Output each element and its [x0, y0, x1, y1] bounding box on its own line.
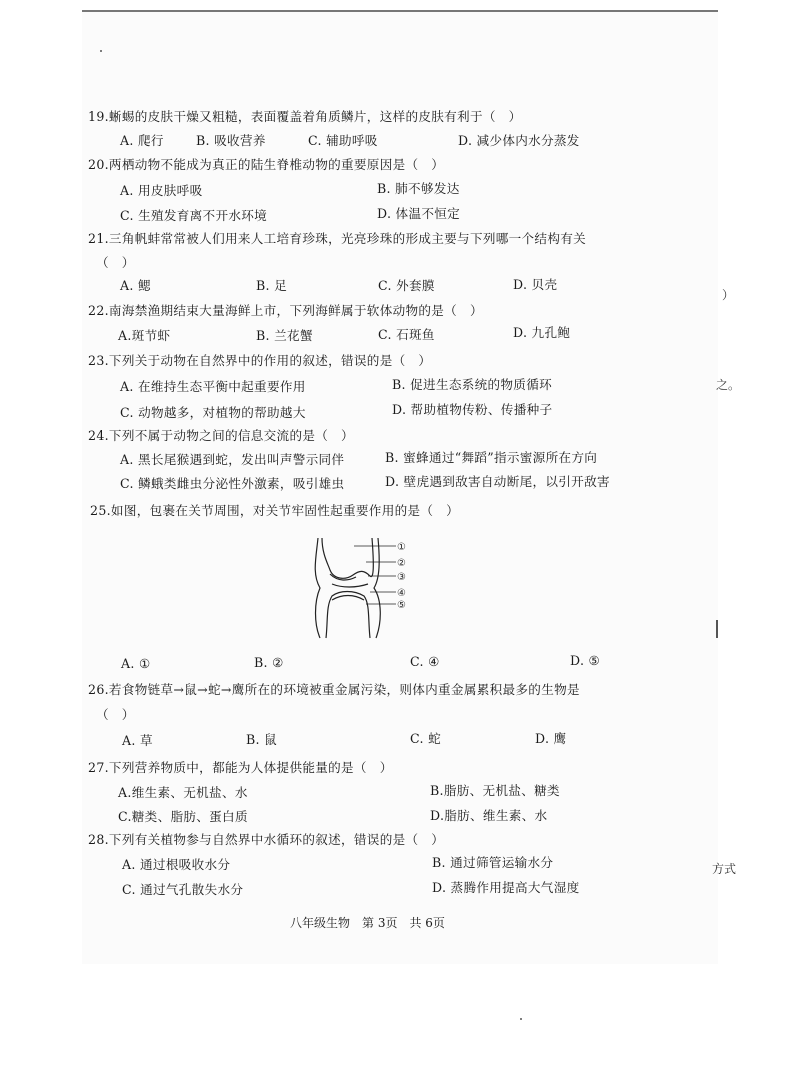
q26-option-c: C. 蛇: [410, 731, 441, 746]
edge-mark: 方式: [712, 862, 737, 876]
q22-option-c: C. 石斑鱼: [378, 327, 435, 342]
q27-option-b: B.脂肪、无机盐、糖类: [430, 783, 560, 798]
q28-option-b: B. 通过筛管运输水分: [432, 855, 554, 870]
q21-option-b: B. 足: [256, 278, 288, 293]
diagram-label-5: ⑤: [397, 600, 406, 611]
question-23-stem: 23.下列关于动物在自然界中的作用的叙述，错误的是（ ）: [88, 353, 432, 368]
question-24-stem: 24.下列不属于动物之间的信息交流的是（ ）: [88, 428, 354, 443]
q20-option-d: D. 体温不恒定: [377, 206, 461, 221]
q26-option-a: A. 草: [122, 733, 153, 748]
q22-option-d: D. 九孔鲍: [513, 325, 571, 340]
q24-option-b: B. 蜜蜂通过“舞蹈”指示蜜源所在方向: [385, 450, 598, 465]
q19-option-c: C. 辅助呼吸: [308, 133, 378, 148]
question-21-stem: 21.三角帆蚌常常被人们用来人工培育珍珠，光亮珍珠的形成主要与下列哪一个结构有关: [88, 231, 586, 246]
q20-option-c: C. 生殖发育离不开水环境: [120, 208, 268, 223]
q21-option-a: A. 鳃: [120, 278, 151, 293]
question-27-stem: 27.下列营养物质中，都能为人体提供能量的是（ ）: [88, 760, 393, 775]
q19-option-d: D. 减少体内水分蒸发: [458, 133, 580, 148]
question-26-paren: （ ）: [96, 707, 135, 722]
diagram-label-4: ④: [397, 588, 406, 599]
q27-option-c: C.糖类、脂肪、蛋白质: [118, 809, 248, 824]
q23-option-d: D. 帮助植物传粉、传播种子: [392, 402, 553, 417]
page-footer: 八年级生物 第 3页 共 6页: [290, 916, 445, 930]
q21-option-c: C. 外套膜: [378, 278, 435, 293]
q22-option-a: A.斑节虾: [118, 328, 171, 343]
q25-option-c: C. ④: [410, 654, 440, 669]
q26-option-b: B. 鼠: [246, 732, 278, 747]
q28-option-a: A. 通过根吸收水分: [122, 857, 231, 872]
q19-option-b: B. 吸收营养: [196, 133, 266, 148]
q25-option-b: B. ②: [254, 655, 284, 670]
edge-line: [716, 620, 718, 638]
q28-option-d: D. 蒸腾作用提高大气湿度: [432, 880, 580, 895]
question-19-stem: 19.蜥蜴的皮肤干燥又粗糙，表面覆盖着角质鳞片，这样的皮肤有利于（ ）: [88, 109, 522, 124]
q19-option-a: A. 爬行: [120, 133, 164, 148]
q23-option-b: B. 促进生态系统的物质循环: [392, 377, 552, 392]
diagram-label-1: ①: [397, 542, 406, 553]
question-22-stem: 22.南海禁渔期结束大量海鲜上市，下列海鲜属于软体动物的是（ ）: [88, 303, 483, 318]
question-26-stem: 26.若食物链草→鼠→蛇→鹰所在的环境被重金属污染，则体内重金属累积最多的生物是: [88, 682, 580, 697]
edge-mark: 之。: [716, 378, 741, 392]
q20-option-a: A. 用皮肤呼吸: [120, 183, 203, 198]
diagram-label-3: ③: [397, 572, 406, 583]
q26-option-d: D. 鹰: [535, 731, 567, 746]
q21-option-d: D. 贝壳: [513, 277, 558, 292]
question-20-stem: 20.两栖动物不能成为真正的陆生脊椎动物的重要原因是（ ）: [88, 157, 445, 172]
q20-option-b: B. 肺不够发达: [377, 181, 460, 196]
question-21-paren: （ ）: [96, 255, 135, 270]
q23-option-c: C. 动物越多，对植物的帮助越大: [120, 405, 306, 420]
q27-option-d: D.脂肪、维生素、水: [430, 808, 548, 823]
diagram-label-2: ②: [397, 558, 406, 569]
question-25-stem: 25.如图，包裹在关节周围，对关节牢固性起重要作用的是（ ）: [90, 503, 460, 518]
speck: [100, 50, 102, 52]
speck: [520, 1018, 522, 1020]
knee-joint-diagram: [308, 534, 418, 644]
question-28-stem: 28.下列有关植物参与自然界中水循环的叙述，错误的是（ ）: [88, 832, 445, 847]
q24-option-a: A. 黑长尾猴遇到蛇，发出叫声警示同伴: [120, 452, 345, 467]
q22-option-b: B. 兰花蟹: [256, 328, 313, 343]
q24-option-c: C. 鳞蛾类雌虫分泌性外激素，吸引雄虫: [120, 476, 345, 491]
edge-mark: ）: [722, 288, 735, 302]
q24-option-d: D. 壁虎遇到敌害自动断尾，以引开敌害: [385, 474, 610, 489]
q28-option-c: C. 通过气孔散失水分: [122, 882, 244, 897]
q27-option-a: A.维生素、无机盐、水: [118, 785, 248, 800]
q23-option-a: A. 在维持生态平衡中起重要作用: [120, 379, 306, 394]
q25-option-a: A. ①: [121, 656, 151, 671]
q25-option-d: D. ⑤: [570, 653, 601, 668]
